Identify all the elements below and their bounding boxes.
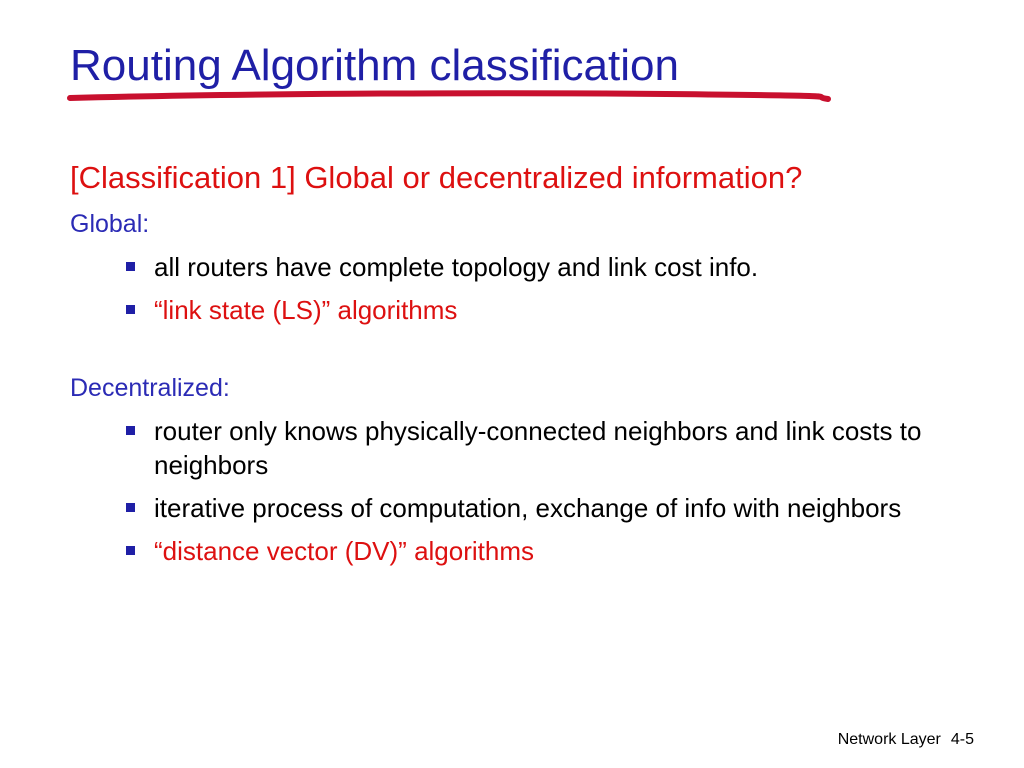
square-bullet-icon <box>126 262 135 271</box>
classification-heading: [Classification 1] Global or decentralized information? <box>70 160 803 195</box>
slide-footer <box>838 730 974 750</box>
title-underline <box>66 88 832 108</box>
global-bullet-2 <box>124 293 924 327</box>
decentralized-bullet-list <box>124 414 934 577</box>
decentralized-bullet-2 <box>124 491 934 525</box>
bullet-text: iterative process of computation, exchange of info with neighbors <box>154 493 902 523</box>
bullet-text: “link state (LS)” algorithms <box>154 295 458 325</box>
decentralized-label: Decentralized: <box>70 374 230 402</box>
square-bullet-icon <box>126 305 135 314</box>
page-number: 4-5 <box>950 731 974 748</box>
footer-section: Network Layer <box>837 731 941 748</box>
global-label: Global: <box>70 210 150 238</box>
decentralized-bullet-3 <box>124 534 934 568</box>
slide-title: Routing Algorithm classification <box>70 41 679 90</box>
bullet-text: all routers have complete topology and link cost info. <box>154 252 759 282</box>
global-bullet-1 <box>124 250 924 284</box>
square-bullet-icon <box>126 546 135 555</box>
bullet-text: router only knows physically-connected neighbors and link costs to neighbors <box>154 416 922 480</box>
square-bullet-icon <box>126 426 135 435</box>
decentralized-bullet-1 <box>124 414 934 482</box>
bullet-text: “distance vector (DV)” algorithms <box>154 536 534 566</box>
global-bullet-list <box>124 250 924 336</box>
square-bullet-icon <box>126 503 135 512</box>
